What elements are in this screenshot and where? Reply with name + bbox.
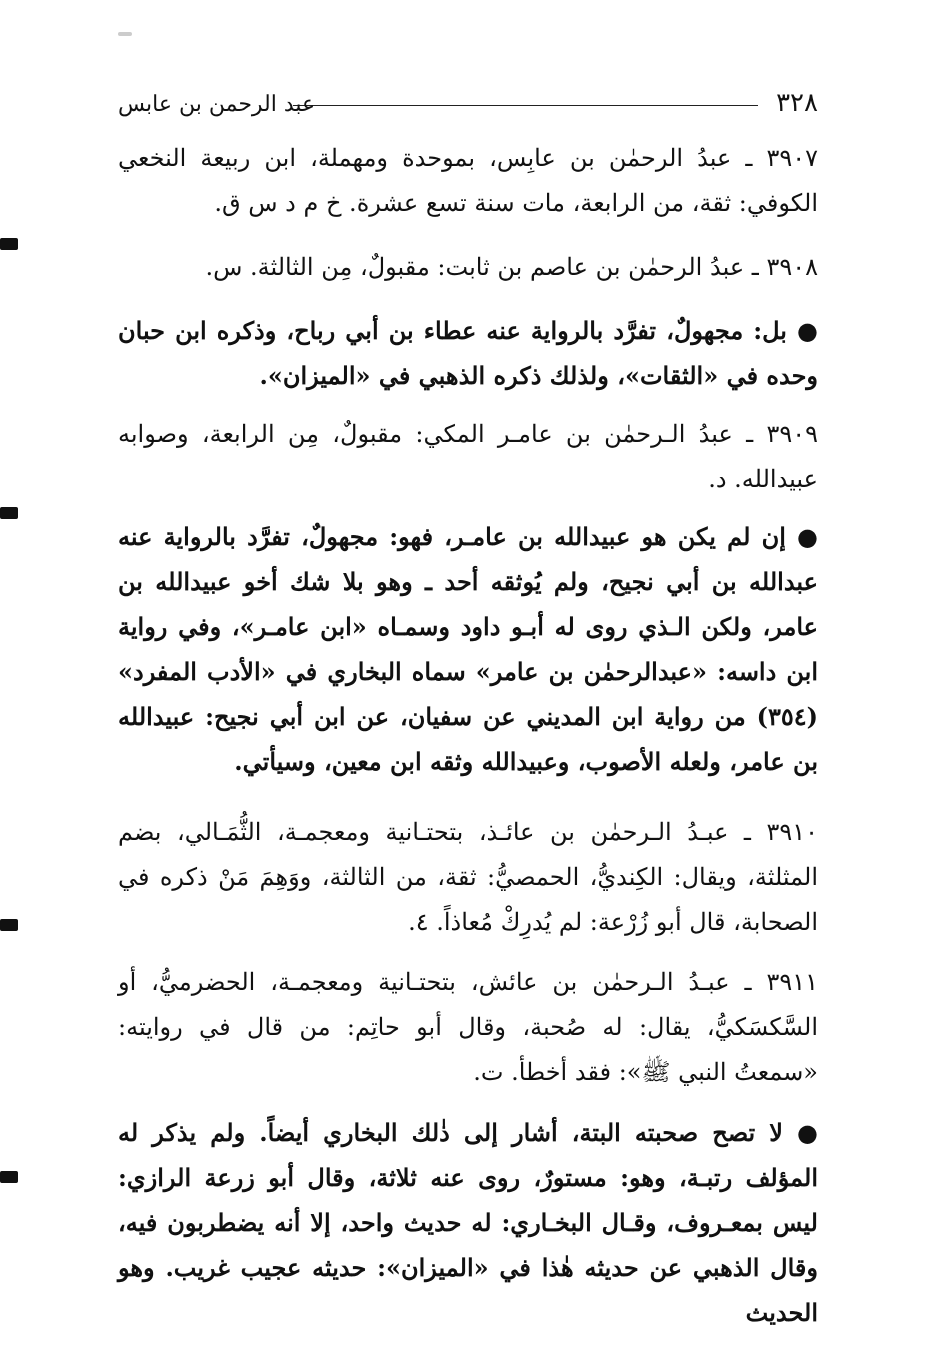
entry-3911: ٣٩١١ ـ عبـدُ الـرحمٰن بن عائش، بتحتـانية ومعجمـة، الحضرميُّ، أو السَّكسَكيُّ، يقال: له صُحبة، وقال أبو حاتِم: من قال في روايته: «سمعتُ النبي ﷺ»: فقد أخطأ. ت.	[118, 968, 818, 1086]
commentary-3908: ● بل: مجهولٌ، تفرَّد بالرواية عنه عطاء بن أبي رباح، وذكره ابن حبان وحده في «الثقات»، ولذلك ذكره الذهبي في «الميزان».	[118, 316, 818, 390]
page-number: ٣٢٨	[776, 88, 818, 118]
commentary-3909: ● إن لم يكن هو عبيدالله بن عامـر، فهو: مجهولٌ، تفرَّد بالرواية عنه عبدالله بن أبي نجيح، ولم يُوثقه أحد ـ وهو بلا شك أخو عبيدالله بن عامر، ولكن الـذي روى له أبـو داود وسمـاه «ابن عامـر»، وفي رواية ابن داسه: «عبدالرحمٰن بن عامر» سماه البخاري في «الأدب المفرد» (٣٥٤) من رواية ابن المديني عن سفيان، عن ابن أبي نجيح: عبيدالله بن عامر، ولعله الأصوب، وعبيدالله وثقه ابن معين، وسيأتي.	[118, 522, 818, 776]
entry-3908: ٣٩٠٨ ـ عبدُ الرحمٰن بن عاصم بن ثابت: مقبولٌ، مِن الثالثة. س.	[205, 253, 818, 281]
margin-scan-mark	[0, 507, 18, 519]
margin-scan-mark	[0, 238, 18, 250]
margin-scan-mark	[0, 919, 18, 931]
running-title: عبد الرحمن بن عابس	[118, 92, 316, 117]
page-header	[118, 88, 818, 128]
entry-3909: ٣٩٠٩ ـ عبدُ الـرحمٰن بن عامـر المكي: مقبولٌ، مِن الرابعة، وصوابه عبيدالله. د.	[118, 420, 818, 493]
header-rule	[293, 105, 758, 106]
margin-scan-mark	[0, 1171, 18, 1183]
scan-smudge	[118, 32, 132, 36]
entry-3907: ٣٩٠٧ ـ عبدُ الرحمٰن بن عابِس، بموحدة ومهملة، ابن ربيعة النخعي الكوفي: ثقة، من الرابعة، مات سنة تسع عشرة. خ م د س ق.	[118, 144, 818, 217]
entry-3910: ٣٩١٠ ـ عبـدُ الـرحمٰن بن عائـذ، بتحتـانية ومعجمـة، الثُّمَـالي، بضم المثلثة، ويقال: الكِنديُّ، الحمصيُّ: ثقة، من الثالثة، ووَهِمَ مَنْ ذكره في الصحابة، قال أبو زُرْعة: لم يُدرِكْ مُعاذاً. ٤.	[118, 818, 818, 936]
commentary-3911: ● لا تصح صحبته البتة، أشار إلى ذٰلك البخاري أيضاً. ولم يذكر له المؤلف رتبـة، وهو: مستورٌ، روى عنه ثلاثة، وقال أبو زرعة الرازي: ليس بمعـروف، وقـال البخـاري: له حديث واحد، إلا أنه يضطربون فيه، وقال الذهبي عن حديثه هٰذا في «الميزان»: حديثه عجيب غريب. وهو الحديث	[118, 1118, 818, 1327]
